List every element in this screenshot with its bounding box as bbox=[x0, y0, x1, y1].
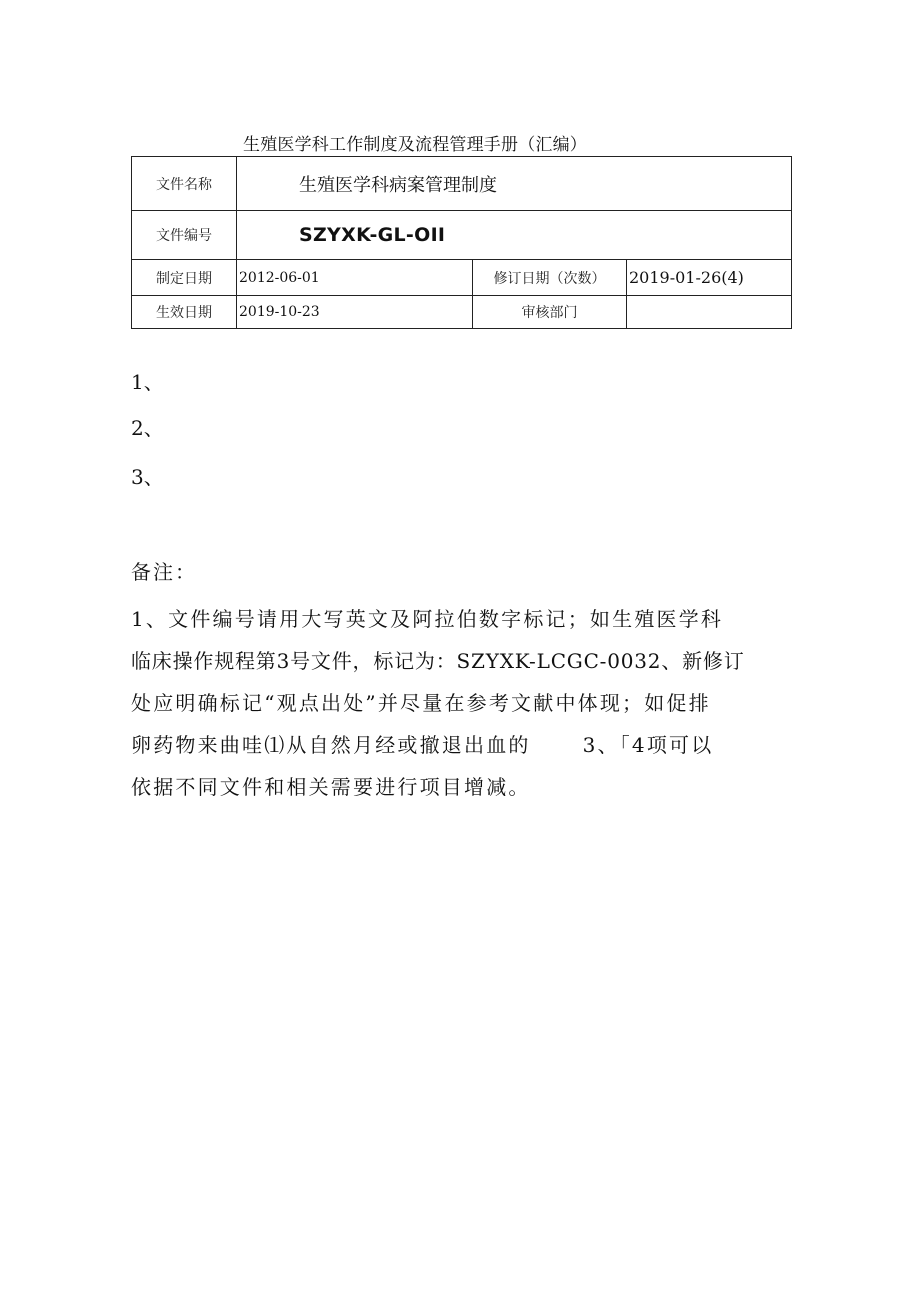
notes-line-1: 1、文件编号请用大写英文及阿拉伯数字标记；如生殖医学科 bbox=[131, 607, 724, 631]
list-item-2: 2、 bbox=[131, 416, 164, 440]
notes-body bbox=[131, 598, 801, 808]
table-row-dates bbox=[132, 260, 792, 296]
document-info-table bbox=[131, 156, 792, 329]
notes-line-5: 依据不同文件和相关需要进行项目增减。 bbox=[131, 775, 531, 799]
table-row-file-name bbox=[132, 157, 792, 211]
file-number-value: SZYXK-GL-OII bbox=[237, 211, 792, 260]
table-row-effective bbox=[132, 296, 792, 329]
notes-line-3: 处应明确标记“观点出处”并尽量在参考文献中体现；如促排 bbox=[131, 691, 711, 715]
table-row-file-number bbox=[132, 211, 792, 260]
effective-date-value: 2019-10-23 bbox=[237, 296, 473, 329]
revised-date-label: 修订日期（次数） bbox=[473, 260, 627, 296]
file-name-value: 生殖医学科病案管理制度 bbox=[237, 157, 792, 211]
file-name-label: 文件名称 bbox=[132, 157, 237, 211]
notes-line-4-part-2: 3、「4项可以 bbox=[582, 733, 714, 757]
document-title: 生殖医学科工作制度及流程管理手册（汇编） bbox=[243, 135, 587, 155]
notes-line-2: 临床操作规程第3号文件，标记为：SZYXK-LCGC-0032、新修订 bbox=[131, 649, 745, 673]
effective-date-label: 生效日期 bbox=[132, 296, 237, 329]
list-item-3: 3、 bbox=[131, 465, 164, 489]
notes-heading: 备注： bbox=[131, 560, 197, 584]
created-date-value: 2012-06-01 bbox=[237, 260, 473, 296]
created-date-label: 制定日期 bbox=[132, 260, 237, 296]
review-dept-value bbox=[627, 296, 792, 329]
notes-line-4 bbox=[131, 724, 801, 766]
list-item-1: 1、 bbox=[131, 370, 164, 394]
revised-date-value: 2019-01-26(4) bbox=[627, 260, 792, 296]
file-number-label: 文件编号 bbox=[132, 211, 237, 260]
review-dept-label: 审核部门 bbox=[473, 296, 627, 329]
notes-line-4-part-1: 卵药物来曲哇⑴从自然月经或撤退出血的 bbox=[131, 733, 531, 757]
